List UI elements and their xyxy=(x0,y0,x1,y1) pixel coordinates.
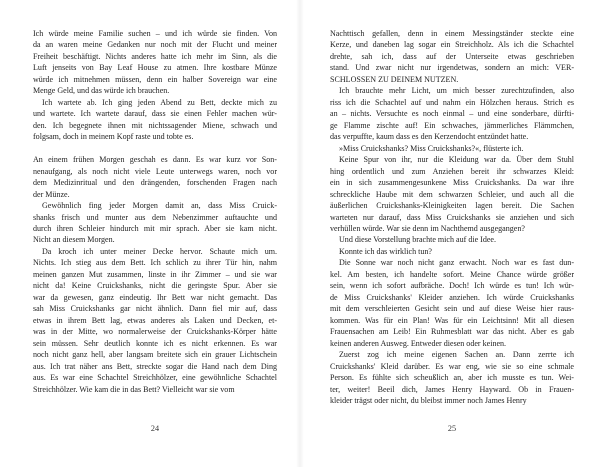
right-paragraph-1 xyxy=(330,85,574,142)
right-text-line: Kerze, und daneben lag sogar ein Streichholz. Als ich die Schachtel xyxy=(330,40,574,50)
right-text-line: Ich brauchte mehr Licht, um mich besser zurechtzufinden, also xyxy=(339,86,574,96)
right-text-line: Keine Spur von ihr, nur die Kleidung war da. Über dem Stuhl xyxy=(339,155,574,165)
left-text-line: durch ihren Schleier hindurch mit mir sprach. Aber sie kam nicht. xyxy=(33,223,277,233)
right-page xyxy=(330,28,574,406)
left-text-line: etwas in ihrem Bett lag, etwas anderes als Laken und Decken, et- xyxy=(33,315,277,325)
left-text-line: Menge Geld, und das würde ich brauchen. xyxy=(33,86,170,96)
left-text-line: würde ich mitnehmen müssen, denn ein halber Sovereign war eine xyxy=(33,74,277,84)
right-text-line: de Miss Cruickshanks' Kleider anziehen. Ich würde Cruickshanks xyxy=(330,292,574,302)
left-text-line: Nicht an diesem Morgen. xyxy=(33,235,115,245)
right-text-line: sein, wenn ich sofort aufbräche. Doch! Ich würde es tun! Ich wür- xyxy=(330,281,574,291)
left-text-line: noch nicht ganz hell, aber langsam breitete sich ein grauer Lichtschein xyxy=(33,350,277,360)
right-text-line: ge Flamme zischte auf! Ein schwaches, jämmerliches Flämmchen, xyxy=(330,120,574,130)
left-text-line: An einem frühen Morgen geschah es dann. Es war kurz vor Son- xyxy=(33,155,277,165)
left-paragraph-3 xyxy=(33,200,277,246)
left-paragraph-2 xyxy=(33,154,277,200)
left-paragraph-1 xyxy=(33,97,277,143)
left-text-line: Gewöhnlich fing jeder Morgen damit an, dass Miss Cruick- xyxy=(42,201,277,211)
left-text-line: sah Miss Cruickshanks gar nicht ähnlich. Dann fiel mir auf, dass xyxy=(33,304,277,314)
right-text-line: keinen anderen Ausweg. Entweder diesen oder keinen. xyxy=(330,338,507,348)
left-paragraph-4 xyxy=(33,246,277,395)
right-text-line: kleider trägst oder nicht, du bleibst immer noch James Henry xyxy=(330,396,527,405)
left-text-line: nenaufgang, als noch nicht viele Leute unterwegs waren, noch vor xyxy=(33,166,277,176)
right-text-line: ein in sich zusammengesunkene Miss Cruickshanks. Da war ihre xyxy=(330,178,574,188)
left-text-line: Ich würde meine Familie suchen – und ich würde sie finden. Von xyxy=(33,29,277,38)
right-text-line: an – nichts. Versuchte es noch einmal – und eine sonderbare, dürfti- xyxy=(330,109,574,119)
left-text-line: was in der Mitte, wo normalerweise der Cruickshanks-Körper hätte xyxy=(33,327,277,337)
left-text-line: aus. Ich trat näher ans Bett, streckte sogar die Hand nach dem Ding xyxy=(33,361,277,371)
right-text-line: ter, weiter! Beeil dich, James Henry Hayward. Ob in Frauen- xyxy=(330,384,574,394)
right-text-line: Und diese Vorstellung brachte mich auf die Idee. xyxy=(339,235,497,245)
left-paragraph-0 xyxy=(33,28,277,97)
left-page-text xyxy=(33,28,277,395)
left-text-line: nicht da! Keine Cruickshanks, nicht die geringste Spur. Aber sie xyxy=(33,281,277,291)
book-gutter xyxy=(296,0,304,467)
left-page-number: 24 xyxy=(150,424,160,433)
right-paragraph-3 xyxy=(330,154,574,234)
right-text-line: Zuerst zog ich meine eigenen Sachen an. Dann zerrte ich xyxy=(339,350,574,360)
right-text-line: SCHLOSSEN ZU DEINEM NUTZEN. xyxy=(330,74,459,84)
right-page-number: 25 xyxy=(447,424,457,433)
right-text-line: schreckliche Haube mit dem schwarzen Schleier, und auch all die xyxy=(330,189,574,199)
left-text-line: aus. Es war eine Schachtel Streichhölzer, eine gewöhnliche Schachtel xyxy=(33,373,277,383)
left-page xyxy=(33,28,277,395)
left-text-line: Freiheit beschäftigt. Nichts anderes hatte ich mehr im Sinn, als die xyxy=(33,51,277,61)
right-text-line: Cruickshanks' Kleid darüber. Es war eng, wie sie so eine schmale xyxy=(330,361,574,371)
left-text-line: dem Medizinritual und den drängenden, forschenden Fragen nach xyxy=(33,178,277,188)
left-text-line: Da kroch ich unter meiner Decke hervor. Schaute mich um. xyxy=(42,246,277,256)
left-text-line: der Münze. xyxy=(33,189,70,199)
left-text-line: sein müssen. Sehr deutlich konnte ich es nicht erkennen. Es war xyxy=(33,338,277,348)
right-text-line: kommen. Was für ein Plan! Was für ein Leichtsinn! Mit all diesen xyxy=(330,315,574,325)
right-paragraph-7 xyxy=(330,349,574,406)
right-text-line: mit dem verschleierten Gesicht sein und auf diese Weise hier raus- xyxy=(330,304,574,314)
left-paragraph-gap xyxy=(33,143,277,154)
left-text-line: da an waren meine Gedanken nur noch mit der Flucht und meiner xyxy=(33,40,277,50)
left-text-line: und wartete. Ich wartete darauf, dass sie einen Fehler machen wür- xyxy=(33,109,277,119)
right-text-line: das verpuffte, kaum dass es den Kerzendocht entzündet hatte. xyxy=(330,132,529,142)
right-text-line: verhüllen würde. War sie denn im Nachthemd ausgegangen? xyxy=(330,223,525,233)
left-text-line: folgsam, doch in meinem Kopf raste und tobte es. xyxy=(33,132,194,142)
right-text-line: äußerlichen Cruickshanks-Kleinigkeiten lagen bereit. Die Sachen xyxy=(330,201,574,211)
right-text-line: warteten nur darauf, dass Miss Cruickshanks sie anziehen und sich xyxy=(330,212,574,222)
right-text-line: Frauensachen am Leib! Ein Ruhmesblatt war das nicht. Aber es gab xyxy=(330,327,574,337)
right-text-line: Nachttisch gefallen, denn in einem Messingständer steckte eine xyxy=(330,29,574,38)
left-text-line: shanks frisch und munter aus dem Nebenzimmer auftauchte und xyxy=(33,212,277,222)
right-paragraph-0 xyxy=(330,28,574,85)
right-text-line: Konnte ich das wirklich tun? xyxy=(339,246,432,256)
left-text-line: Luft jenseits von Bay Leaf House zu atmen. Ihre kostbare Münze xyxy=(33,63,277,73)
left-text-line: war da gewesen, ganz eindeutig. Ihr Bett war nicht gemacht. Das xyxy=(33,292,277,302)
right-paragraph-5 xyxy=(330,246,574,257)
right-text-line: drehte, sah ich, dass auf der Unterseite etwas geschrieben xyxy=(330,51,574,61)
right-text-line: kel. Am besten, ich handelte sofort. Meine Chance würde größer xyxy=(330,269,574,279)
right-text-line: »Miss Cruickshanks? Miss Cruickshanks?«, flüsterte ich. xyxy=(339,143,524,153)
right-text-line: riss ich die Schachtel auf und nahm ein Hölzchen heraus. Strich es xyxy=(330,97,574,107)
right-paragraph-6 xyxy=(330,257,574,349)
right-text-line: Person. Es fühlte sich scheußlich an, aber ich musste es tun. Wei- xyxy=(330,373,574,383)
right-text-line: stand. Und zwar nicht nur irgendetwas, sondern an mich: VER- xyxy=(330,63,574,73)
left-text-line: Nichts. Ich stieg aus dem Bett. Ich schlich zu ihrer Tür hin, nahm xyxy=(33,258,277,268)
left-text-line: den. Ich begegnete ihnen mit nichtssagender Miene, schwach und xyxy=(33,120,277,130)
left-text-line: Streichhölzer. Wie kam die in das Bett? Vielleicht war sie vom xyxy=(33,384,235,394)
right-text-line: Die Sonne war noch nicht ganz erwacht. Noch war es fast dun- xyxy=(339,258,574,268)
left-text-line: Ich wartete ab. Ich ging jeden Abend zu Bett, deckte mich zu xyxy=(42,97,277,107)
right-page-text xyxy=(330,28,574,406)
right-paragraph-4 xyxy=(330,234,574,245)
left-text-line: meinen ganzen Mut zusammen, linste in ihr Zimmer – und sie war xyxy=(33,269,277,279)
right-paragraph-2 xyxy=(330,143,574,154)
right-text-line: hing ordentlich und zum Anziehen bereit ihr schwarzes Kleid: xyxy=(330,166,574,176)
